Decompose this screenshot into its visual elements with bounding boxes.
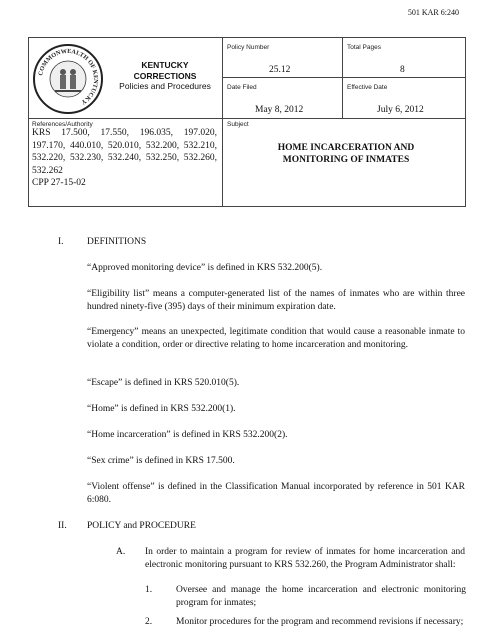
org-line-1: KENTUCKY (141, 60, 189, 70)
section-title: DEFINITIONS (87, 237, 147, 247)
organization-name (115, 60, 215, 92)
definition-paragraph: “Eligibility list” means a computer-generated list of the names of inmates who are within three hundred ninety-five (395) days of their minimum expiration date. (87, 289, 465, 312)
total-pages-label: Total Pages (347, 44, 381, 51)
list-item-text: In order to maintain a program for review of inmates for home incarceration and electronic monitoring pursuant to KRS 532.260, the Program Administrator shall: (145, 547, 465, 570)
definition-paragraph: “Home incarceration” is defined in KRS 532.200(2). (87, 430, 288, 440)
definition-paragraph: “Approved monitoring device” is defined in KRS 532.200(5). (87, 263, 323, 273)
effective-date-label: Effective Date (347, 84, 388, 91)
definition-paragraph: “Escape” is defined in KRS 520.010(5). (87, 378, 240, 388)
date-filed-label: Date Filed (227, 84, 257, 91)
divider (222, 38, 223, 206)
sub-item-number: 1. (145, 585, 153, 595)
section-number: II. (58, 521, 67, 531)
org-line-3: Policies and Procedures (119, 81, 211, 91)
definition-paragraph: “Violent offense” is defined in the Classification Manual incorporated by reference in 501 KAR 6:080. (87, 482, 465, 505)
subject-title (227, 142, 465, 166)
sub-item-text: Oversee and manage the home incarceration and electronic monitoring program for inmates; (176, 585, 466, 608)
org-line-2: CORRECTIONS (133, 70, 197, 81)
seal-graphic (35, 46, 101, 112)
policy-number-value: 25.12 (269, 65, 291, 75)
divider (222, 77, 465, 78)
divider (29, 118, 465, 119)
section-title: POLICY and PROCEDURE (87, 521, 196, 531)
divider (342, 38, 343, 118)
references-text (32, 127, 217, 190)
subject-line-2: MONITORING OF INMATES (282, 155, 410, 165)
policy-header-table (28, 37, 466, 207)
sub-item-number: 2. (145, 617, 153, 627)
definition-paragraph: “Sex crime” is defined in KRS 17.500. (87, 456, 235, 466)
references-label: References/Authority (32, 121, 93, 128)
policy-number-label: Policy Number (227, 44, 270, 51)
kentucky-seal-icon (33, 44, 103, 114)
list-item-label: A. (116, 547, 126, 557)
references-list: KRS 17.500, 17.550, 196.035, 197.020, 197.170, 440.010, 520.010, 532.200, 532.210, 532.220, 532.230, 532.240, 532.250, 532.260, 532.262 (32, 128, 217, 176)
definition-paragraph: “Emergency” means an unexpected, legitimate condition that would cause a reasonable inmate to violate a condition, order or directive relating to home incarceration and monitoring. (87, 327, 465, 350)
document-reference-code: 501 KAR 6:240 (407, 8, 459, 17)
sub-item-text: Monitor procedures for the program and recommend revisions if necessary; (176, 617, 464, 627)
definition-paragraph: “Home” is defined in KRS 532.200(1). (87, 404, 236, 414)
date-filed-value: May 8, 2012 (255, 105, 304, 115)
subject-line-1: HOME INCARCERATION AND (277, 143, 415, 153)
references-cpp: CPP 27-15-02 (32, 178, 86, 188)
svg-text:COMMONWEALTH OF KENTUCKY: COMMONWEALTH OF KENTUCKY (37, 47, 100, 106)
total-pages-value: 8 (400, 65, 405, 75)
effective-date-value: July 6, 2012 (377, 105, 424, 115)
section-number: I. (58, 237, 64, 247)
subject-label: Subject (227, 121, 249, 128)
